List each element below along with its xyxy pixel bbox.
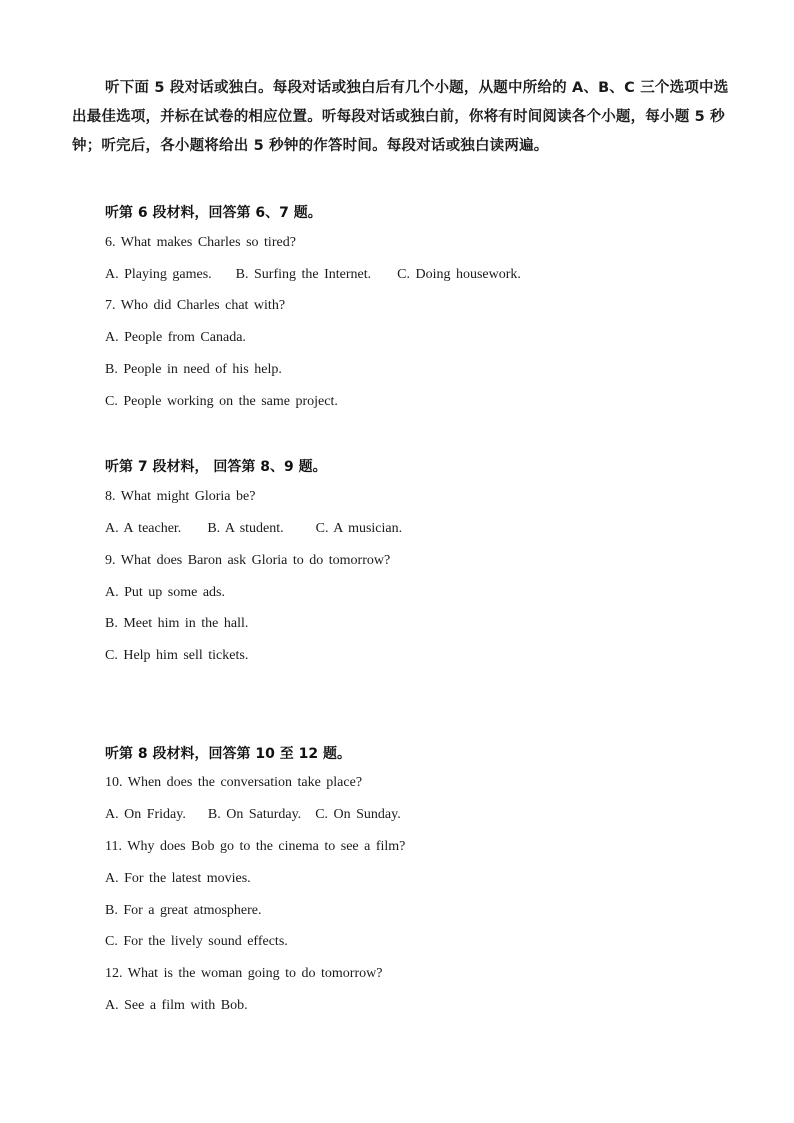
option-a: A. Put up some ads.	[105, 585, 225, 600]
option-c: C. Help him sell tickets.	[105, 648, 249, 663]
option-c: C. People working on the same project.	[105, 394, 338, 409]
option-a: A. A teacher.	[105, 521, 182, 536]
option-c: C. On Sunday.	[315, 807, 401, 822]
option-a: A. On Friday.	[105, 807, 186, 822]
options-row	[105, 521, 402, 537]
option-a: A. People from Canada.	[105, 330, 246, 345]
question-6: 6. What makes Charles so tired?	[105, 235, 296, 250]
option-b: B. A student.	[207, 521, 284, 536]
option-b: B. For a great atmosphere.	[105, 903, 262, 918]
option-c: C. Doing housework.	[397, 267, 521, 282]
instructions-paragraph: 听下面 5 段对话或独白。每段对话或独白后有几个小题，从题中所给的 A、B、C 三个选项中选出最佳选项，并标在试卷的相应位置。听每段对话或独白前，你将有时间阅读各个小题，每小题 5 秒钟；听完后，各小题将给出 5 秒钟的作答时间。每段对话或独白读两遍。	[72, 80, 729, 154]
options-row	[105, 807, 401, 823]
question-8: 8. What might Gloria be?	[105, 489, 256, 504]
question-9: 9. What does Baron ask Gloria to do tomorrow?	[105, 553, 391, 568]
section-heading: 听第 8 段材料，回答第 10 至 12 题。	[105, 746, 351, 762]
question-12: 12. What is the woman going to do tomorrow?	[105, 966, 383, 981]
option-a: A. Playing games.	[105, 267, 212, 282]
section-heading: 听第 6 段材料，回答第 6、7 题。	[105, 205, 322, 221]
option-c: C. For the lively sound effects.	[105, 934, 288, 949]
option-a: A. See a film with Bob.	[105, 998, 248, 1013]
question-11: 11. Why does Bob go to the cinema to see a film?	[105, 839, 406, 854]
option-a: A. For the latest movies.	[105, 871, 251, 886]
question-7: 7. Who did Charles chat with?	[105, 298, 286, 313]
option-b: B. Surfing the Internet.	[235, 267, 372, 282]
question-10: 10. When does the conversation take place?	[105, 775, 363, 790]
option-b: B. On Saturday.	[207, 807, 302, 822]
options-row	[105, 267, 521, 283]
section-heading: 听第 7 段材料， 回答第 8、9 题。	[105, 459, 327, 475]
option-b: B. People in need of his help.	[105, 362, 282, 377]
option-b: B. Meet him in the hall.	[105, 616, 249, 631]
option-c: C. A musician.	[315, 521, 403, 536]
